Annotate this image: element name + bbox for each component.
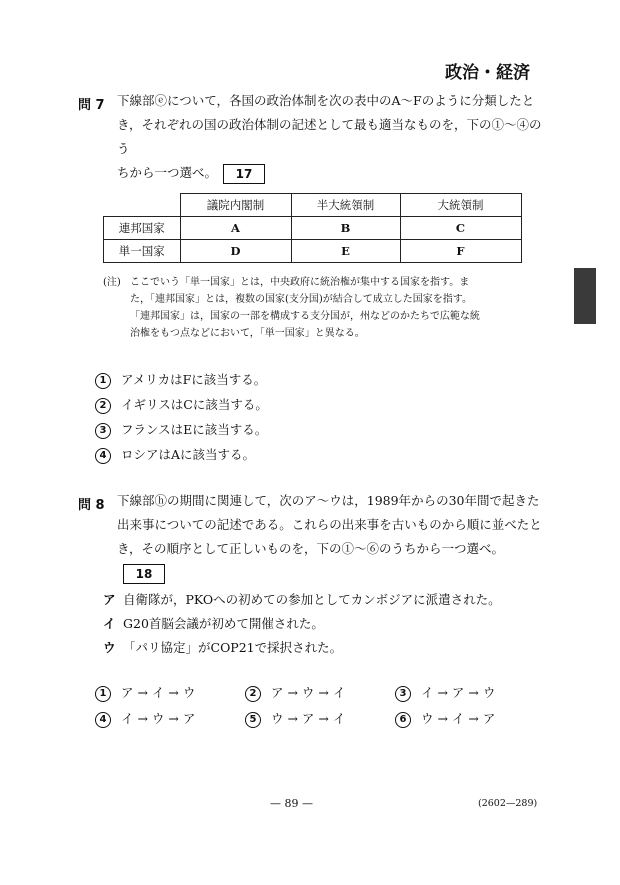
- choice-number: 3: [395, 686, 411, 702]
- side-index-tab: [574, 268, 596, 324]
- event-text: 自衛隊が，PKOへの初めての参加としてカンボジアに派遣された。: [123, 592, 501, 607]
- choice-number: 6: [395, 712, 411, 728]
- choice-number: 3: [95, 423, 111, 439]
- choice-number: 2: [95, 398, 111, 414]
- choice-number: 5: [245, 712, 261, 728]
- q7-answer-box: 17: [223, 164, 265, 184]
- government-classification-table: [103, 193, 522, 263]
- table-cell: F: [400, 240, 521, 263]
- q7-note-prefix: (注): [103, 277, 121, 288]
- q8-event: [103, 589, 543, 611]
- event-text: G20首脳会議が初めて開催された。: [123, 616, 324, 631]
- choice-text: フランスはEに該当する。: [121, 422, 268, 437]
- table-corner-cell: [104, 194, 181, 217]
- q8-stem: [117, 489, 547, 585]
- q8-events: [103, 589, 543, 659]
- choice-text: ア → イ → ウ: [121, 685, 196, 700]
- choice-text: イギリスはCに該当する。: [121, 397, 268, 412]
- q8-label: 問 8: [78, 498, 105, 513]
- table-cell: C: [400, 217, 521, 240]
- q8-stem-line-3-text: き，その順序として正しいものを，下の①～⑥のうちから一つ選べ。: [117, 541, 505, 556]
- q8-stem-line-1: 下線部ⓗの期間に関連して，次のア～ウは，1989年からの30年間で起きた: [117, 493, 540, 508]
- choice-number: 4: [95, 448, 111, 464]
- choice-number: 2: [245, 686, 261, 702]
- q8-stem-line-2: 出来事についての記述である。これらの出来事を古いものから順に並べたと: [117, 517, 542, 532]
- q8-choice-3[interactable]: [395, 682, 495, 704]
- event-key: ウ: [103, 640, 116, 655]
- q8-event: [103, 613, 543, 635]
- q7-choices: [95, 369, 268, 466]
- q7-choice-1[interactable]: [95, 369, 268, 391]
- choice-number: 1: [95, 373, 111, 389]
- q7-note-line: 治権をもつ点などにおいて，「単一国家」と異なる。: [130, 328, 365, 339]
- q8-choice-6[interactable]: [395, 708, 495, 730]
- q8-event: [103, 637, 543, 659]
- choice-number: 4: [95, 712, 111, 728]
- q7-note-line: 「連邦国家」は，国家の一部を構成する支分国が，州などのかたちで広範な統: [130, 311, 480, 322]
- event-key: ア: [103, 592, 116, 607]
- q7-stem-line-3-text: ちから一つ選べ。: [117, 165, 218, 180]
- choice-text: ア → ウ → イ: [271, 685, 346, 700]
- q7-choice-3[interactable]: [95, 419, 268, 441]
- q7-choice-2[interactable]: [95, 394, 268, 416]
- q7-stem-line-3: [117, 161, 547, 185]
- table-row: [104, 240, 522, 263]
- q8-choice-2[interactable]: [245, 682, 345, 704]
- event-text: 「パリ協定」がCOP21で採択された。: [123, 640, 343, 655]
- table-header-row: [104, 194, 522, 217]
- table-row-label: 単一国家: [104, 240, 181, 263]
- q8-answer-box: 18: [123, 564, 165, 584]
- q7-stem-line-2: き，それぞれの国の政治体制の記述として最も適当なものを，下の①～④のう: [117, 117, 542, 156]
- q8-choice-4[interactable]: [95, 708, 195, 730]
- choice-number: 1: [95, 686, 111, 702]
- table-cell: B: [291, 217, 400, 240]
- q8-choice-5[interactable]: [245, 708, 345, 730]
- choice-text: ウ → ア → イ: [271, 711, 346, 726]
- q7-stem-line-1: 下線部ⓔについて，各国の政治体制を次の表中のA～Fのように分類したと: [117, 93, 535, 108]
- choice-text: アメリカはFに該当する。: [121, 372, 267, 387]
- q7-note: [130, 274, 550, 342]
- q7-stem: [117, 89, 547, 185]
- table-cell: E: [291, 240, 400, 263]
- choice-text: ロシアはAに該当する。: [121, 447, 256, 462]
- table-row: [104, 217, 522, 240]
- table-header: 半大統領制: [291, 194, 400, 217]
- table-cell: A: [180, 217, 291, 240]
- q8-stem-line-3: [117, 537, 547, 585]
- q7-choice-4[interactable]: [95, 444, 268, 466]
- subject-title: 政治・経済: [445, 63, 530, 83]
- table-header: 議院内閣制: [180, 194, 291, 217]
- q8-choice-1[interactable]: [95, 682, 195, 704]
- q7-label: 問 7: [78, 98, 105, 113]
- page-code: (2602—289): [478, 798, 538, 809]
- page-number: — 89 —: [270, 797, 313, 810]
- q7-note-line: た，「連邦国家」とは，複数の国家(支分国)が結合して成立した国家を指す。: [130, 294, 473, 305]
- table-row-label: 連邦国家: [104, 217, 181, 240]
- choice-text: イ → ア → ウ: [421, 685, 496, 700]
- choice-text: イ → ウ → ア: [121, 711, 196, 726]
- choice-text: ウ → イ → ア: [421, 711, 496, 726]
- table-cell: D: [180, 240, 291, 263]
- q7-note-line: ここでいう「単一国家」とは，中央政府に統治権が集中する国家を指す。ま: [130, 277, 470, 288]
- table-header: 大統領制: [400, 194, 521, 217]
- event-key: イ: [103, 616, 116, 631]
